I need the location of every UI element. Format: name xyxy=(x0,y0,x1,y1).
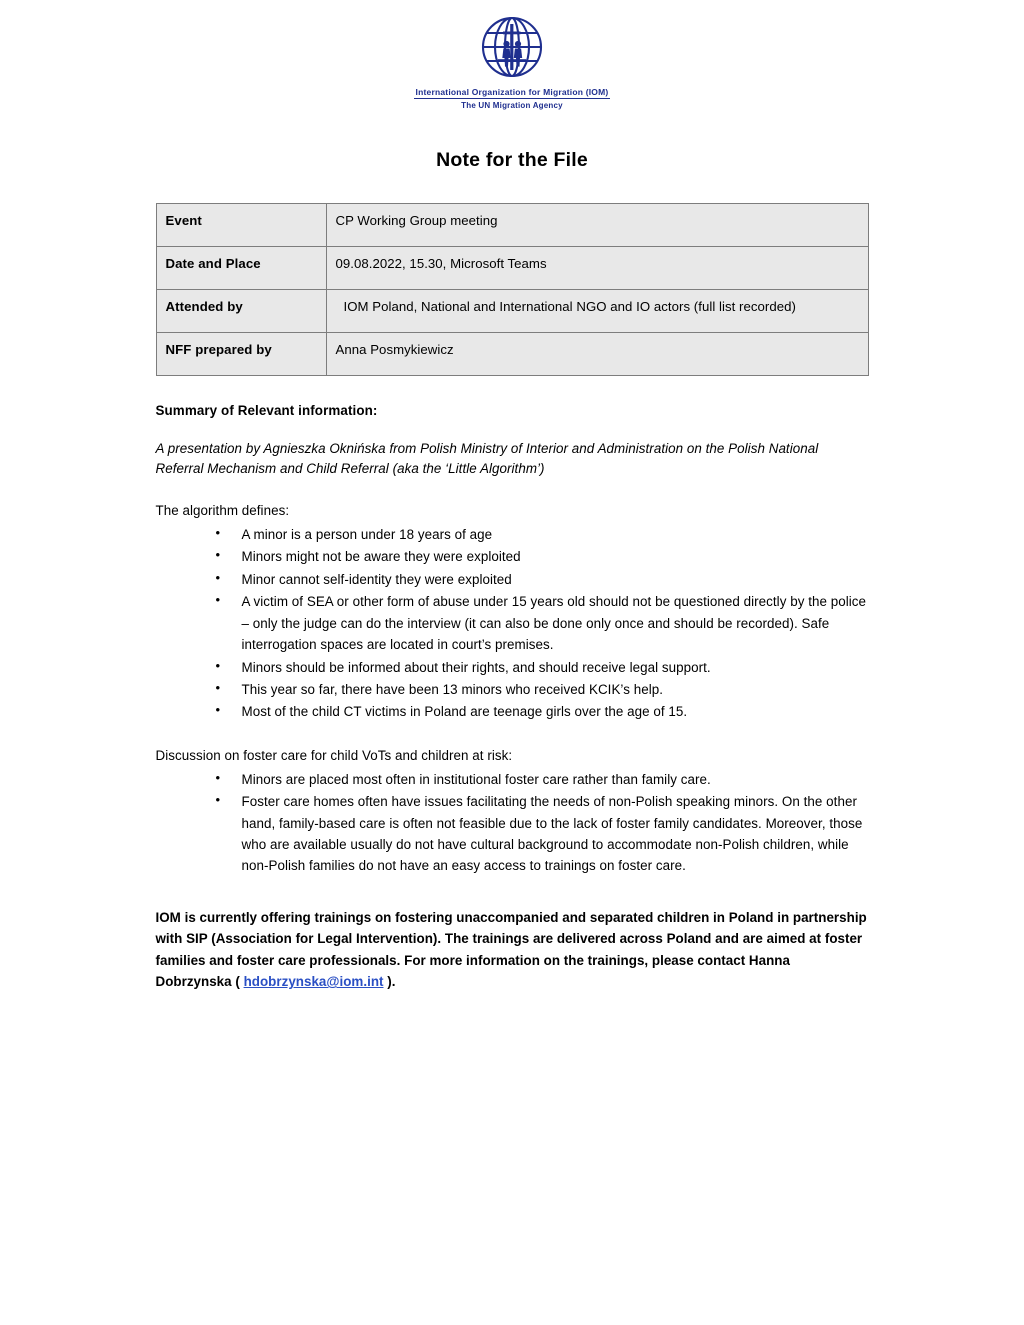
list-item: • Foster care homes often have issues facilitating the needs of non-Polish speaking minors. On the other hand, family-based care is often not feasible due to the lack of foster family candidates. Moreover, those who are available usually do not have cultural background to accommodate non-Polish children, while non-Polish families do not have an easy access to trainings on foster care. xyxy=(156,791,869,877)
algorithm-bullet-list xyxy=(156,524,869,723)
list-item: • A victim of SEA or other form of abuse under 15 years old should not be questioned directly by the police – only the judge can do the interview (it can also be done only once and should be recorded). Safe interrogation spaces are located in court’s premises. xyxy=(156,591,869,655)
summary-heading: Summary of Relevant information: xyxy=(155,402,378,418)
list-item: • Minors are placed most often in institutional foster care rather than family care. xyxy=(156,769,869,790)
table-row xyxy=(156,289,868,332)
foster-care-bullet-list xyxy=(156,769,869,877)
table-cell-label: Attended by xyxy=(156,289,326,332)
presentation-note: A presentation by Agnieszka Oknińska from Polish Ministry of Interior and Administration on the Polish National Referral Mechanism and Child Referral (aka the ‘Little Algorithm’) xyxy=(155,440,819,477)
table-cell-value: CP Working Group meeting xyxy=(326,203,868,246)
list-item: • Minor cannot self-identity they were exploited xyxy=(156,569,869,590)
logo-wordmark xyxy=(414,83,611,111)
letterhead xyxy=(0,0,1024,111)
table-cell-value: Anna Posmykiewicz xyxy=(326,332,868,375)
meeting-details-table xyxy=(156,203,869,376)
logo-organization-name: International Organization for Migration (IOM) xyxy=(414,88,611,99)
table-cell-label: Date and Place xyxy=(156,246,326,289)
closing-text-before-link: IOM is currently offering trainings on fostering unaccompanied and separated children in Poland in partnership with SIP (Association for Legal Intervention). The trainings are delivered across Poland and are aimed at foster families and foster care professionals. For more information on the trainings, please contact Hanna Dobrzynska ( xyxy=(155,909,867,990)
table-cell-value: 09.08.2022, 15.30, Microsoft Teams xyxy=(326,246,868,289)
meeting-details-table-body xyxy=(156,203,868,375)
table-row xyxy=(156,203,868,246)
logo-tagline: The UN Migration Agency xyxy=(461,101,563,111)
algorithm-intro: The algorithm defines: xyxy=(155,503,290,519)
closing-text-after-link: ). xyxy=(383,974,396,990)
document-body xyxy=(156,203,869,993)
closing-paragraph xyxy=(156,907,869,993)
table-cell-label: NFF prepared by xyxy=(156,332,326,375)
list-item: • A minor is a person under 18 years of age xyxy=(156,524,869,545)
table-cell-value: IOM Poland, National and International NGO and IO actors (full list recorded) xyxy=(326,289,868,332)
list-item: • Most of the child CT victims in Poland are teenage girls over the age of 15. xyxy=(156,701,869,722)
table-row xyxy=(156,332,868,375)
list-item: • Minors might not be aware they were exploited xyxy=(156,546,869,567)
page-title: Note for the File xyxy=(436,148,588,171)
iom-globe-logo-icon xyxy=(476,14,548,80)
list-item: • This year so far, there have been 13 minors who received KCIK’s help. xyxy=(156,679,869,700)
table-cell-label: Event xyxy=(156,203,326,246)
foster-care-intro: Discussion on foster care for child VoTs and children at risk: xyxy=(155,747,513,763)
contact-email-link[interactable]: hdobrzynska@iom.int xyxy=(243,974,384,990)
table-row xyxy=(156,246,868,289)
list-item: • Minors should be informed about their rights, and should receive legal support. xyxy=(156,657,869,678)
